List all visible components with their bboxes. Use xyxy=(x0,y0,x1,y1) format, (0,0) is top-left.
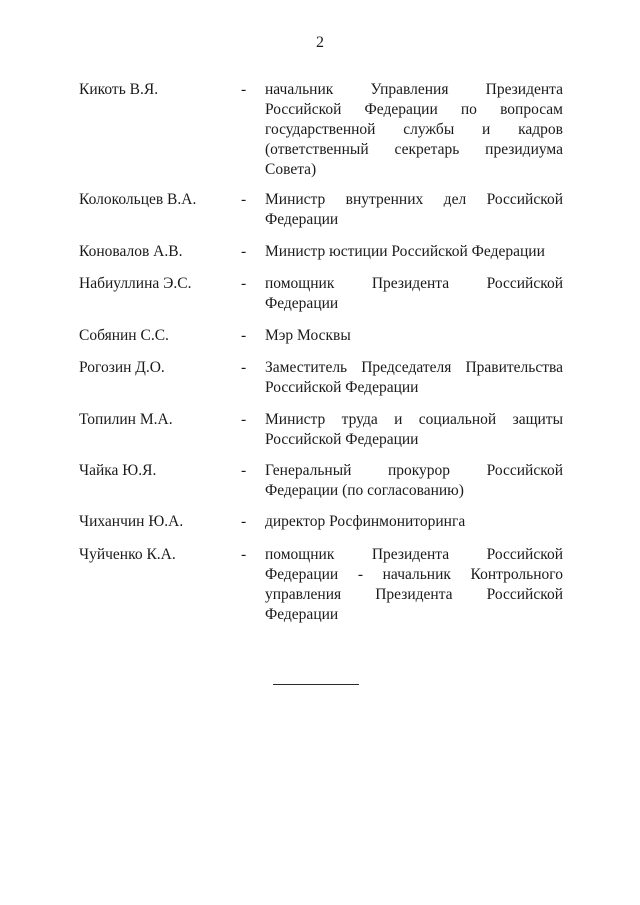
position-line: Федерации xyxy=(265,606,339,623)
position-line: Российской Федерации по вопросам xyxy=(265,101,563,118)
entry-dash: - xyxy=(241,275,247,292)
member-position xyxy=(265,274,563,314)
position-line: помощник Президента Российской xyxy=(265,275,563,292)
member-position xyxy=(265,358,563,398)
position-line: директор Росфинмониторинга xyxy=(265,513,466,530)
entry-dash: - xyxy=(241,81,247,98)
member-name: Кикоть В.Я. xyxy=(79,81,159,98)
position-line: Федерации - начальник Контрольного xyxy=(265,566,563,583)
entry-dash: - xyxy=(241,359,247,376)
position-line: государственной службы и кадров xyxy=(265,121,563,138)
position-line: Российской Федерации xyxy=(265,379,419,396)
member-name: Рогозин Д.О. xyxy=(79,359,165,376)
end-of-list-rule xyxy=(273,684,359,685)
position-line: Министр внутренних дел Российской xyxy=(265,191,563,208)
member-position xyxy=(265,410,563,450)
member-name: Чайка Ю.Я. xyxy=(79,462,157,479)
member-name: Колокольцев В.А. xyxy=(79,191,197,208)
position-line: помощник Президента Российской xyxy=(265,546,563,563)
position-line: начальник Управления Президента xyxy=(265,81,563,98)
position-line: (ответственный секретарь президиума xyxy=(265,141,563,158)
position-line: Федерации xyxy=(265,295,339,312)
member-position xyxy=(265,190,563,230)
entry-dash: - xyxy=(241,462,247,479)
position-line: Российской Федерации xyxy=(265,431,419,448)
position-line: Федерации xyxy=(265,211,339,228)
position-line: Заместитель Председателя Правительства xyxy=(265,359,563,376)
member-position xyxy=(265,326,563,346)
position-line: управления Президента Российской xyxy=(265,586,563,603)
member-name: Коновалов А.В. xyxy=(79,243,183,260)
member-name: Чиханчин Ю.А. xyxy=(79,513,184,530)
member-position xyxy=(265,242,563,262)
member-name: Топилин М.А. xyxy=(79,411,173,428)
entry-dash: - xyxy=(241,513,247,530)
member-position xyxy=(265,80,563,180)
position-line: Министр труда и социальной защиты xyxy=(265,411,563,428)
member-position xyxy=(265,512,563,532)
entry-dash: - xyxy=(241,546,247,563)
position-line: Мэр Москвы xyxy=(265,327,351,344)
member-name: Собянин С.С. xyxy=(79,327,169,344)
position-line: Генеральный прокурор Российской xyxy=(265,462,563,479)
entry-dash: - xyxy=(241,411,247,428)
entry-dash: - xyxy=(241,191,247,208)
member-name: Набиуллина Э.С. xyxy=(79,275,192,292)
position-line: Федерации (по согласованию) xyxy=(265,482,464,499)
page-number: 2 xyxy=(316,34,324,51)
position-line: Министр юстиции Российской Федерации xyxy=(265,243,545,260)
entry-dash: - xyxy=(241,243,247,260)
position-line: Совета) xyxy=(265,161,317,178)
member-name: Чуйченко К.А. xyxy=(79,546,176,563)
member-position xyxy=(265,461,563,501)
member-position xyxy=(265,545,563,625)
entry-dash: - xyxy=(241,327,247,344)
